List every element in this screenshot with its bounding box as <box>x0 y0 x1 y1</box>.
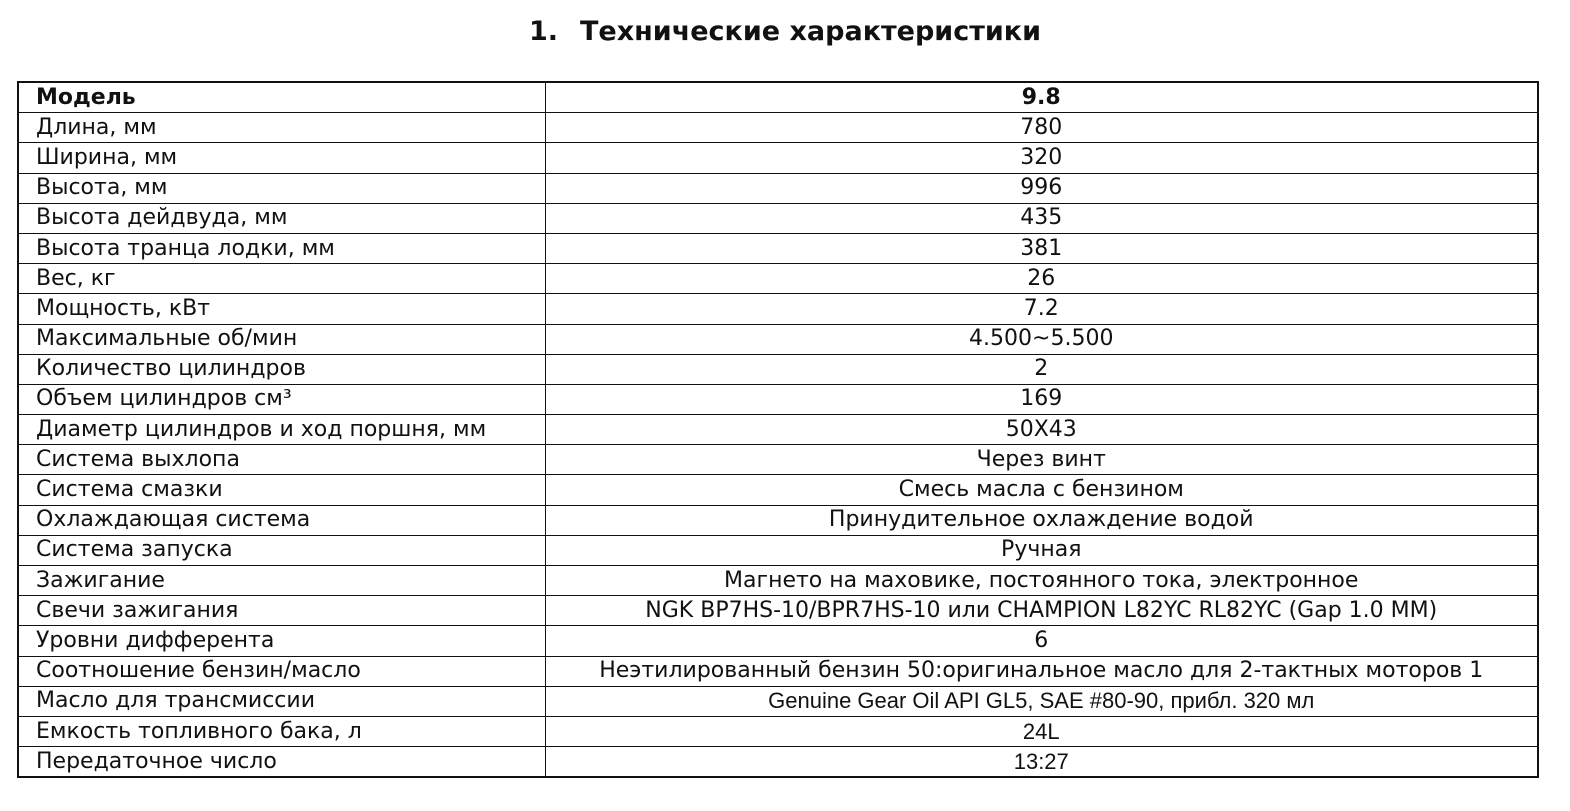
row-value: 26 <box>545 264 1538 294</box>
row-value: 381 <box>545 233 1538 263</box>
row-label: Высота транца лодки, мм <box>18 233 545 263</box>
table-row <box>18 233 1538 263</box>
table-header-row <box>18 82 1538 113</box>
table-row <box>18 264 1538 294</box>
row-value: 780 <box>545 113 1538 143</box>
section-heading <box>0 14 1570 50</box>
row-label: Система выхлопа <box>18 445 545 475</box>
row-label: Высота, мм <box>18 173 545 203</box>
row-label: Высота дейдвуда, мм <box>18 203 545 233</box>
table-row <box>18 716 1538 746</box>
table-row <box>18 475 1538 505</box>
row-value: 169 <box>545 384 1538 414</box>
row-value: Genuine Gear Oil API GL5, SAE #80-90, прибл. 320 мл <box>545 686 1538 716</box>
table-row <box>18 656 1538 686</box>
row-value: Ручная <box>545 535 1538 565</box>
row-value: Через винт <box>545 445 1538 475</box>
table-row <box>18 324 1538 354</box>
row-value: Магнето на маховике, постоянного тока, электронное <box>545 566 1538 596</box>
row-value: 6 <box>545 626 1538 656</box>
table-row <box>18 203 1538 233</box>
row-label: Объем цилиндров см³ <box>18 384 545 414</box>
row-value: 50X43 <box>545 415 1538 445</box>
header-label-cell: Модель <box>18 82 545 113</box>
table-row <box>18 566 1538 596</box>
row-value: Неэтилированный бензин 50:оригинальное масло для 2-тактных моторов 1 <box>545 656 1538 686</box>
table-row <box>18 415 1538 445</box>
row-label: Свечи зажигания <box>18 596 545 626</box>
table-row <box>18 686 1538 716</box>
row-label: Вес, кг <box>18 264 545 294</box>
row-label: Соотношение бензин/масло <box>18 656 545 686</box>
row-label: Система смазки <box>18 475 545 505</box>
row-label: Передаточное число <box>18 747 545 778</box>
table-row <box>18 445 1538 475</box>
section-title: Технические характеристики <box>579 16 1042 47</box>
table-row <box>18 143 1538 173</box>
header-value-cell: 9.8 <box>545 82 1538 113</box>
row-value: Принудительное охлаждение водой <box>545 505 1538 535</box>
row-label: Емкость топливного бака, л <box>18 716 545 746</box>
table-row <box>18 505 1538 535</box>
row-value: 24L <box>545 716 1538 746</box>
row-value: 435 <box>545 203 1538 233</box>
row-label: Система запуска <box>18 535 545 565</box>
table-row <box>18 384 1538 414</box>
table-row <box>18 173 1538 203</box>
row-label: Уровни дифферента <box>18 626 545 656</box>
table-row <box>18 747 1538 778</box>
table-row <box>18 596 1538 626</box>
section-number: 1. <box>528 16 558 47</box>
table-row <box>18 294 1538 324</box>
row-label: Мощность, кВт <box>18 294 545 324</box>
row-value: 320 <box>545 143 1538 173</box>
row-label: Количество цилиндров <box>18 354 545 384</box>
spec-table-body <box>18 82 1538 777</box>
row-value: 4.500~5.500 <box>545 324 1538 354</box>
row-value: 2 <box>545 354 1538 384</box>
row-value: 996 <box>545 173 1538 203</box>
row-label: Зажигание <box>18 566 545 596</box>
row-label: Максимальные об/мин <box>18 324 545 354</box>
row-label: Ширина, мм <box>18 143 545 173</box>
row-label: Длина, мм <box>18 113 545 143</box>
row-label: Охлаждающая система <box>18 505 545 535</box>
row-label: Диаметр цилиндров и ход поршня, мм <box>18 415 545 445</box>
table-row <box>18 354 1538 384</box>
row-value: Смесь масла с бензином <box>545 475 1538 505</box>
row-value: NGK BP7HS-10/BPR7HS-10 или CHAMPION L82YC RL82YC (Gap 1.0 MM) <box>545 596 1538 626</box>
row-label: Масло для трансмиссии <box>18 686 545 716</box>
row-value: 7.2 <box>545 294 1538 324</box>
table-row <box>18 113 1538 143</box>
row-value: 13:27 <box>545 747 1538 778</box>
spec-table <box>17 81 1539 778</box>
table-row <box>18 626 1538 656</box>
table-row <box>18 535 1538 565</box>
